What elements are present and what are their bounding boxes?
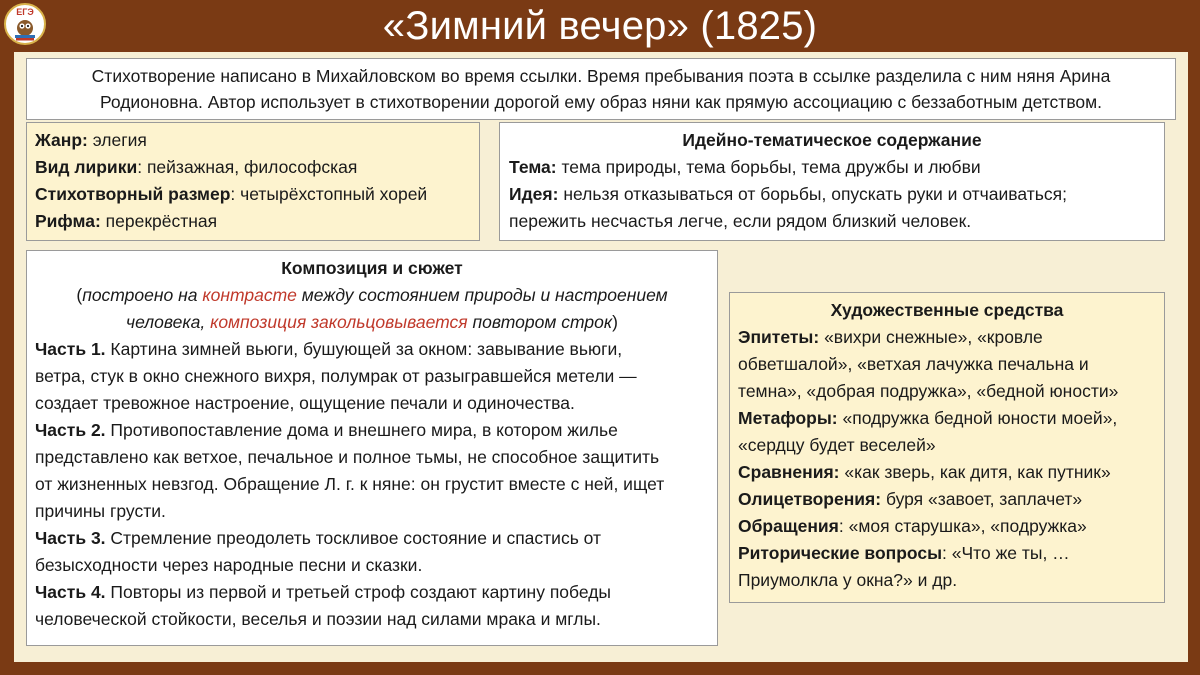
- rhyme-row: [35, 208, 471, 235]
- content-panel: [14, 52, 1188, 662]
- part-2-line-4: причины грусти.: [35, 501, 166, 521]
- epithets-1: «вихри снежные», «кровле: [819, 327, 1043, 347]
- intro-box: [26, 58, 1176, 120]
- part-1-label: Часть 1.: [35, 339, 106, 359]
- part-2-text-1: Противопоставление дома и внешнего мира, в котором жилье: [105, 420, 618, 440]
- rhet-row: [738, 540, 1156, 567]
- meter-label: Стихотворный размер: [35, 184, 231, 204]
- part-3-text-1: Стремление преодолеть тоскливое состояние и спастись от: [105, 528, 602, 548]
- rhyme-label: Рифма:: [35, 211, 101, 231]
- note-c: между состоянием природы и настроением: [296, 285, 668, 305]
- part-2-line-1: [35, 417, 709, 444]
- epithets-3: темна», «добрая подружка», «бедной юности»: [738, 381, 1119, 401]
- note-d: человека,: [126, 312, 211, 332]
- part-4-line-1: [35, 579, 709, 606]
- epithets-2: обветшалой», «ветхая лачужка печальна и: [738, 354, 1089, 374]
- intro-line-1: Стихотворение написано в Михайловском во время ссылки. Время пребывания поэта в ссылке разделила с ним няня Арина: [91, 66, 1111, 86]
- part-4-line-2: человеческой стойкости, веселья и поэзии над силами мрака и мглы.: [35, 609, 601, 629]
- art-means-box: [729, 292, 1165, 603]
- intro-line-2: Родионовна. Автор использует в стихотворении дорогой ему образ няни как прямую ассоциацию с беззаботным детством.: [99, 92, 1103, 112]
- genre-value: элегия: [87, 130, 147, 150]
- lyric-label: Вид лирики: [35, 157, 138, 177]
- art-heading: Художественные средства: [830, 300, 1064, 320]
- similes-label: Сравнения:: [738, 462, 840, 482]
- part-3-line-1: [35, 525, 709, 552]
- idea-row-2: пережить несчастья легче, если рядом близкий человек.: [509, 211, 972, 231]
- personif-1: буря «завоет, заплачет»: [881, 489, 1083, 509]
- part-1-line-3: создает тревожное настроение, ощущение печали и одиночества.: [35, 393, 575, 413]
- part-4: [35, 579, 709, 633]
- similes-1: «как зверь, как дитя, как путник»: [839, 462, 1111, 482]
- metaphors-row: [738, 405, 1156, 432]
- part-2-line-2: представлено как ветхое, печальное и полное тьмы, не способное защитить: [35, 447, 660, 467]
- composition-heading: Композиция и сюжет: [281, 258, 463, 278]
- part-2-line-3: от жизненных невзгод. Обращение Л. г. к няне: он грустит вместе с ней, ищет: [35, 474, 665, 494]
- meter-row: [35, 181, 471, 208]
- theme-row: [509, 154, 1155, 181]
- part-4-text-1: Повторы из первой и третьей строф создают картину победы: [105, 582, 612, 602]
- genre-label: Жанр:: [35, 130, 88, 150]
- genre-row: [35, 127, 471, 154]
- page-title: «Зимний вечер» (1825): [382, 4, 818, 48]
- personif-label: Олицетворения:: [738, 489, 882, 509]
- meter-value: : четырёхстопный хорей: [230, 184, 428, 204]
- part-2: [35, 417, 709, 525]
- theme-label: Тема:: [509, 157, 557, 177]
- note-a: построено на: [82, 285, 203, 305]
- part-1-text-1: Картина зимней вьюги, бушующей за окном: завывание вьюги,: [105, 339, 623, 359]
- lyric-row: [35, 154, 471, 181]
- epithets-row: [738, 324, 1156, 351]
- rhet-label: Риторические вопросы: [738, 543, 943, 563]
- part-3: [35, 525, 709, 579]
- theme-value: тема природы, тема борьбы, тема дружбы и любви: [556, 157, 981, 177]
- idea-row: [509, 181, 1155, 208]
- address-1: : «моя старушка», «подружка»: [838, 516, 1087, 536]
- metaphors-label: Метафоры:: [738, 408, 838, 428]
- address-row: [738, 513, 1156, 540]
- address-label: Обращения: [738, 516, 839, 536]
- idea-box: [499, 122, 1165, 241]
- personif-row: [738, 486, 1156, 513]
- part-1: [35, 336, 709, 417]
- genre-box: [26, 122, 480, 241]
- rhet-1: : «Что же ты, …: [942, 543, 1070, 563]
- note-f: повтором строк: [467, 312, 613, 332]
- logo-text: ЕГЭ: [16, 7, 34, 17]
- metaphors-2: «сердцу будет веселей»: [738, 435, 936, 455]
- note-ring: композиция закольцовывается: [210, 312, 468, 332]
- epithets-label: Эпитеты:: [738, 327, 820, 347]
- composition-note-2: [35, 309, 709, 336]
- idea-value-1: нельзя отказываться от борьбы, опускать руки и отчаиваться;: [558, 184, 1067, 204]
- note-contrast: контрасте: [202, 285, 297, 305]
- composition-note-1: [35, 282, 709, 309]
- note-open: (: [76, 285, 83, 305]
- part-1-line-2: ветра, стук в окно снежного вихря, полумрак от разыгравшейся метели —: [35, 366, 637, 386]
- part-3-line-2: безысходности через народные песни и сказки.: [35, 555, 423, 575]
- part-4-label: Часть 4.: [35, 582, 106, 602]
- note-close: ): [612, 312, 618, 332]
- metaphors-1: «подружка бедной юности моей»,: [837, 408, 1118, 428]
- rhyme-value: перекрёстная: [100, 211, 218, 231]
- part-2-label: Часть 2.: [35, 420, 106, 440]
- idea-label: Идея:: [509, 184, 559, 204]
- part-1-line-1: [35, 336, 709, 363]
- rhet-2: Приумолкла у окна?» и др.: [738, 570, 958, 590]
- part-3-label: Часть 3.: [35, 528, 106, 548]
- idea-heading: Идейно-тематическое содержание: [682, 130, 982, 150]
- composition-box: [26, 250, 718, 646]
- similes-row: [738, 459, 1156, 486]
- lyric-value: : пейзажная, философская: [137, 157, 358, 177]
